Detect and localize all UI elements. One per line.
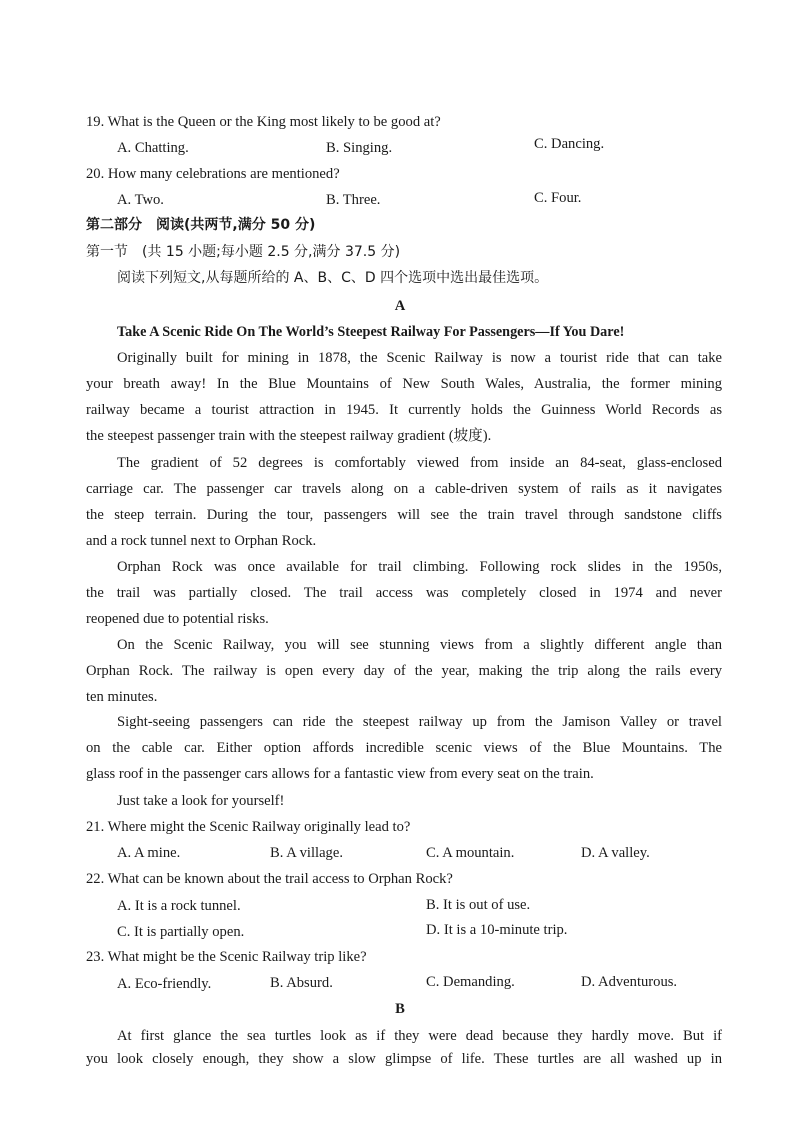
passage-a-line: The gradient of 52 degrees is comfortably viewed from inside an 84-seat, glass-enclosed <box>117 455 722 471</box>
passage-a-line: Sight-seeing passengers can ride the steepest railway up from the Jamison Valley or travel <box>117 714 722 730</box>
question-23-option-c: C. Demanding. <box>426 974 515 990</box>
passage-a-title: Take A Scenic Ride On The World’s Steepest Railway For Passengers—If You Dare! <box>117 324 625 340</box>
question-20-option-b: B. Three. <box>326 192 381 208</box>
question-22-option-b: B. It is out of use. <box>426 897 531 913</box>
question-22-option-c: C. It is partially open. <box>117 924 245 940</box>
question-23-option-d: D. Adventurous. <box>581 974 678 990</box>
question-19-option-b: B. Singing. <box>326 140 393 156</box>
passage-a-line: carriage car. The passenger car travels along on a cable-driven system of rails as it navigates <box>86 481 722 497</box>
passage-a-line: reopened due to potential risks. <box>86 611 269 627</box>
question-19-option-a: A. Chatting. <box>117 140 189 156</box>
reading-instruction: 阅读下列短文,从每题所给的 A、B、C、D 四个选项中选出最佳选项。 <box>117 270 549 286</box>
question-20-option-a: A. Two. <box>117 192 164 208</box>
passage-a-line: On the Scenic Railway, you will see stunning views from a slightly different angle than <box>117 637 722 653</box>
question-23-stem: 23. What might be the Scenic Railway trip like? <box>86 949 367 965</box>
passage-a-line: the steepest passenger train with the steepest railway gradient (坡度). <box>86 428 492 444</box>
question-21-option-b: B. A village. <box>270 845 343 861</box>
question-20-option-c: C. Four. <box>534 190 582 206</box>
question-23-option-b: B. Absurd. <box>270 975 333 991</box>
question-22-stem: 22. What can be known about the trail access to Orphan Rock? <box>86 871 453 887</box>
passage-a-line: the steep terrain. During the tour, passengers will see the train travel through sandstone cliffs <box>86 507 722 523</box>
passage-b-line: At first glance the sea turtles look as if they were dead because they hardly move. But if <box>117 1028 722 1044</box>
passage-a-label: A <box>394 298 406 314</box>
question-22-option-d: D. It is a 10-minute trip. <box>426 922 568 938</box>
part-two-title: 第二部分 阅读(共两节,满分 50 分) <box>86 217 316 233</box>
passage-a-line: ten minutes. <box>86 689 158 705</box>
question-21-option-a: A. A mine. <box>117 845 181 861</box>
question-19-option-c: C. Dancing. <box>534 136 605 152</box>
passage-a-line: glass roof in the passenger cars allows for a fantastic view from every seat on the train. <box>86 766 594 782</box>
section-one-title: 第一节 (共 15 小题;每小题 2.5 分,满分 37.5 分) <box>86 244 401 260</box>
passage-b-label: B <box>395 1001 405 1017</box>
passage-a-line: Orphan Rock. The railway is open every day of the year, making the trip along the rails every <box>86 663 722 679</box>
passage-a-line: your breath away! In the Blue Mountains of New South Wales, Australia, the former mining <box>86 376 722 392</box>
question-21-option-d: D. A valley. <box>581 845 650 861</box>
passage-a-line: Just take a look for yourself! <box>117 793 285 809</box>
passage-a-line: Orphan Rock was once available for trail climbing. Following rock slides in the 1950s, <box>117 559 722 575</box>
passage-a-line: Originally built for mining in 1878, the Scenic Railway is now a tourist ride that can take <box>117 350 722 366</box>
passage-b-line: you look closely enough, they show a slow glimpse of life. These turtles are all washed up in <box>86 1051 722 1067</box>
passage-a-line: the trail was partially closed. The trail access was completely closed in 1974 and never <box>86 585 722 601</box>
question-20-stem: 20. How many celebrations are mentioned? <box>86 166 340 182</box>
question-21-stem: 21. Where might the Scenic Railway originally lead to? <box>86 819 411 835</box>
question-21-option-c: C. A mountain. <box>426 845 515 861</box>
passage-a-line: and a rock tunnel next to Orphan Rock. <box>86 533 317 549</box>
passage-a-line: railway became a tourist attraction in 1945. It currently holds the Guinness World Records as <box>86 402 722 418</box>
question-22-option-a: A. It is a rock tunnel. <box>117 898 241 914</box>
passage-a-line: on the cable car. Either option affords incredible scenic views of the Blue Mountains. The <box>86 740 722 756</box>
question-23-option-a: A. Eco-friendly. <box>117 976 212 992</box>
question-19-stem: 19. What is the Queen or the King most likely to be good at? <box>86 114 441 130</box>
